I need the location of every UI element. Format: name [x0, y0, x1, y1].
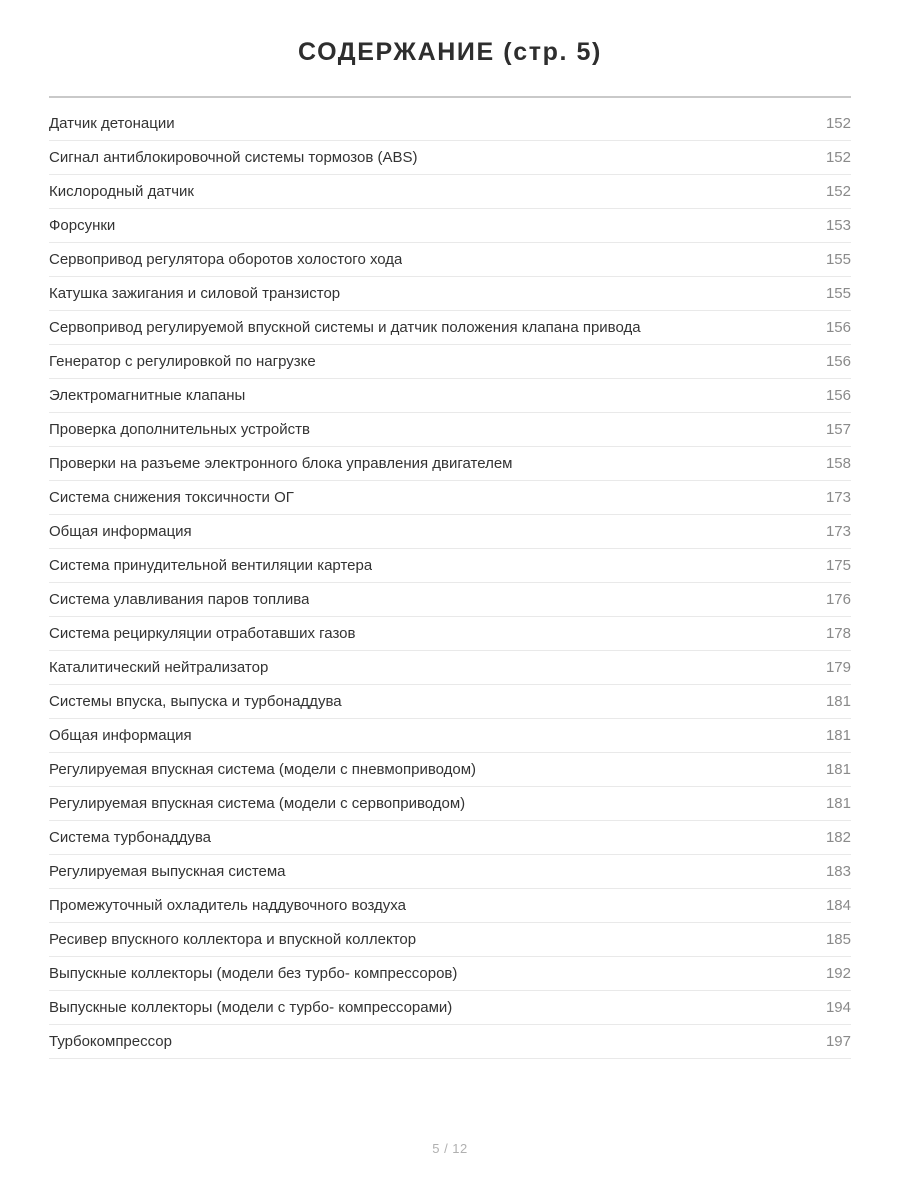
- toc-entry[interactable]: [49, 481, 851, 515]
- toc-entry-label: Система рециркуляции отработавших газов: [49, 625, 356, 642]
- toc-entry[interactable]: [49, 617, 851, 651]
- toc-entry-page-number: 181: [825, 693, 851, 710]
- toc-entry-label: Промежуточный охладитель наддувочного воздуха: [49, 897, 406, 914]
- toc-entry-page-number: 194: [825, 999, 851, 1016]
- toc-entry[interactable]: [49, 515, 851, 549]
- toc-entry-label: Форсунки: [49, 217, 116, 234]
- toc-entry[interactable]: [49, 957, 851, 991]
- toc-entry-label: Общая информация: [49, 727, 192, 744]
- toc-entry-page-number: 192: [825, 965, 851, 982]
- toc-entry[interactable]: [49, 141, 851, 175]
- toc-entry-label: Датчик детонации: [49, 115, 175, 132]
- toc-entry-page-number: 176: [825, 591, 851, 608]
- toc-entry-label: Сигнал антиблокировочной системы тормозов (ABS): [49, 149, 418, 166]
- toc-entry-label: Система улавливания паров топлива: [49, 591, 310, 608]
- toc-entry[interactable]: [49, 549, 851, 583]
- toc-entry[interactable]: [49, 107, 851, 141]
- toc-entry[interactable]: [49, 719, 851, 753]
- toc-entry-page-number: 181: [825, 727, 851, 744]
- toc-entry-page-number: 173: [825, 489, 851, 506]
- toc-entry-label: Сервопривод регулятора оборотов холостого хода: [49, 251, 403, 268]
- toc-entry[interactable]: [49, 413, 851, 447]
- toc-entry[interactable]: [49, 923, 851, 957]
- toc-entry-label: Проверка дополнительных устройств: [49, 421, 310, 438]
- toc-entry-page-number: 175: [825, 557, 851, 574]
- toc-entry-label: Системы впуска, выпуска и турбонаддува: [49, 693, 342, 710]
- toc-entry-label: Сервопривод регулируемой впускной системы и датчик положения клапана привода: [49, 319, 641, 336]
- toc-entry-page-number: 184: [825, 897, 851, 914]
- toc-entry-page-number: 152: [825, 149, 851, 166]
- table-of-contents: [49, 98, 851, 1059]
- toc-entry-page-number: 182: [825, 829, 851, 846]
- toc-entry[interactable]: [49, 583, 851, 617]
- toc-entry[interactable]: [49, 685, 851, 719]
- toc-entry[interactable]: [49, 345, 851, 379]
- toc-entry-label: Кислородный датчик: [49, 183, 194, 200]
- toc-entry-page-number: 173: [825, 523, 851, 540]
- page-footer: 5 / 12: [432, 1141, 468, 1156]
- toc-entry-label: Турбокомпрессор: [49, 1033, 172, 1050]
- toc-entry-page-number: 157: [825, 421, 851, 438]
- toc-entry-label: Регулируемая впускная система (модели с сервоприводом): [49, 795, 466, 812]
- page-title: СОДЕРЖАНИЕ (стр. 5): [298, 38, 602, 66]
- toc-entry[interactable]: [49, 787, 851, 821]
- toc-entry[interactable]: [49, 651, 851, 685]
- toc-entry[interactable]: [49, 447, 851, 481]
- toc-entry[interactable]: [49, 1025, 851, 1059]
- toc-entry-page-number: 158: [825, 455, 851, 472]
- toc-entry[interactable]: [49, 311, 851, 345]
- toc-entry-label: Система снижения токсичности ОГ: [49, 489, 294, 506]
- toc-entry-page-number: 155: [825, 285, 851, 302]
- toc-entry-label: Электромагнитные клапаны: [49, 387, 246, 404]
- toc-entry-page-number: 156: [825, 319, 851, 336]
- toc-entry-label: Ресивер впускного коллектора и впускной коллектор: [49, 931, 417, 948]
- toc-entry[interactable]: [49, 753, 851, 787]
- toc-entry-label: Общая информация: [49, 523, 192, 540]
- toc-entry-label: Система принудительной вентиляции картера: [49, 557, 373, 574]
- toc-entry-label: Проверки на разъеме электронного блока управления двигателем: [49, 455, 513, 472]
- toc-entry[interactable]: [49, 379, 851, 413]
- toc-entry-label: Регулируемая выпускная система: [49, 863, 286, 880]
- toc-entry[interactable]: [49, 991, 851, 1025]
- toc-entry-page-number: 181: [825, 761, 851, 778]
- toc-entry-page-number: 156: [825, 387, 851, 404]
- toc-entry-page-number: 153: [825, 217, 851, 234]
- toc-entry-page-number: 185: [825, 931, 851, 948]
- toc-entry[interactable]: [49, 175, 851, 209]
- toc-entry[interactable]: [49, 209, 851, 243]
- toc-entry-page-number: 178: [825, 625, 851, 642]
- toc-entry-label: Генератор с регулировкой по нагрузке: [49, 353, 316, 370]
- toc-entry-label: Выпускные коллекторы (модели с турбо- компрессорами): [49, 999, 453, 1016]
- toc-entry-page-number: 197: [825, 1033, 851, 1050]
- toc-entry-label: Выпускные коллекторы (модели без турбо- компрессоров): [49, 965, 458, 982]
- toc-entry-page-number: 152: [825, 183, 851, 200]
- toc-entry-page-number: 152: [825, 115, 851, 132]
- toc-entry-page-number: 179: [825, 659, 851, 676]
- toc-entry-page-number: 155: [825, 251, 851, 268]
- toc-entry[interactable]: [49, 855, 851, 889]
- toc-entry[interactable]: [49, 277, 851, 311]
- toc-entry[interactable]: [49, 243, 851, 277]
- toc-entry-label: Каталитический нейтрализатор: [49, 659, 269, 676]
- toc-entry-page-number: 181: [825, 795, 851, 812]
- toc-entry-label: Система турбонаддува: [49, 829, 211, 846]
- toc-entry-label: Регулируемая впускная система (модели с пневмоприводом): [49, 761, 477, 778]
- toc-entry[interactable]: [49, 889, 851, 923]
- toc-entry[interactable]: [49, 821, 851, 855]
- toc-entry-page-number: 183: [825, 863, 851, 880]
- toc-entry-page-number: 156: [825, 353, 851, 370]
- toc-entry-label: Катушка зажигания и силовой транзистор: [49, 285, 341, 302]
